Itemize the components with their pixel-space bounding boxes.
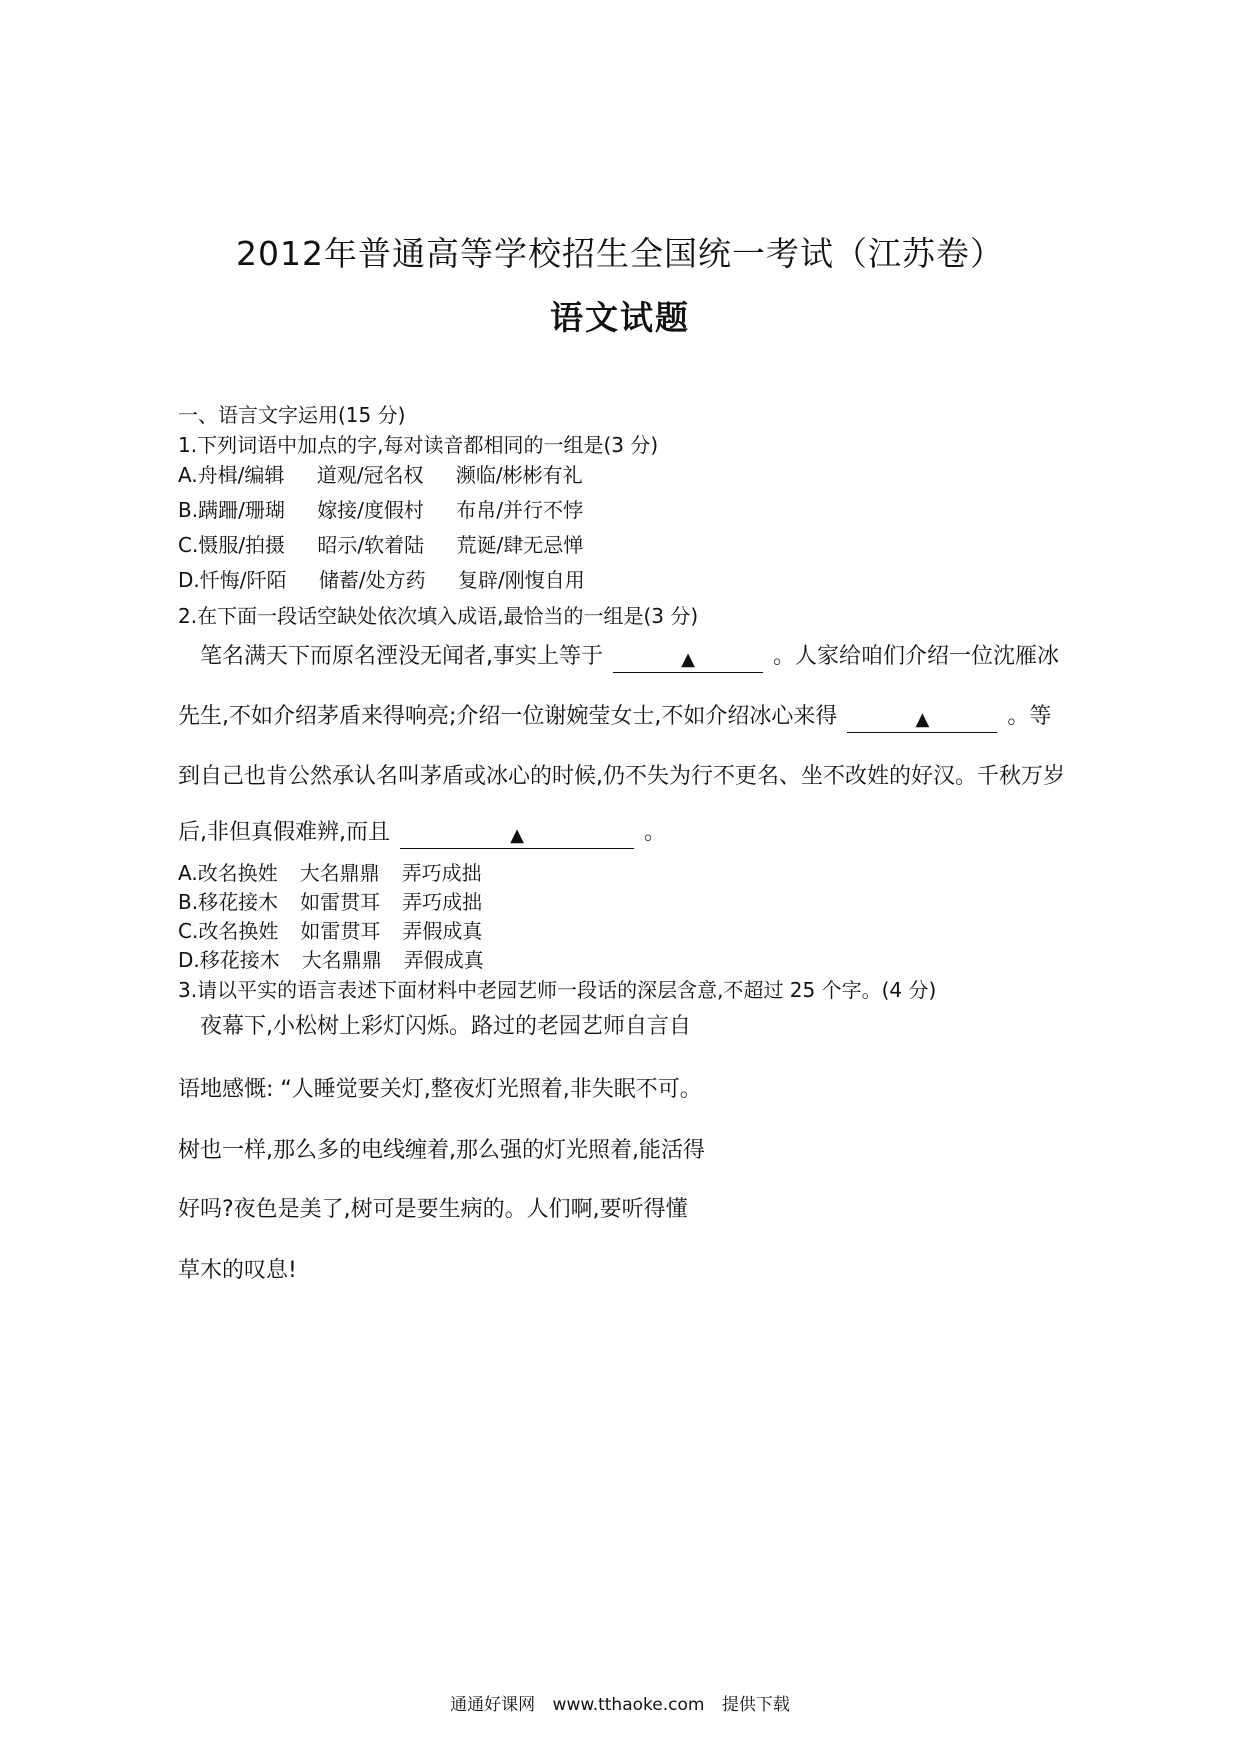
q2-choice-c [178,918,504,944]
q2-choice-a [178,860,504,886]
section-heading: 一、语言文字运用(15 分) [178,403,406,427]
question-1-stem: 1.下列词语中加点的字,每对读音都相同的一组是(3 分) [178,433,659,457]
answer-blank-3[interactable] [400,822,634,849]
q2-passage-line-2-a: 先生,不如介绍茅盾来得响亮;介绍一位谢婉莹女士,不如介绍冰心来得 [178,704,838,729]
q2-choice-d-part-2: 大名鼎鼎 [301,948,382,972]
answer-blank-2[interactable] [847,706,997,733]
q1-option-b-part-3: 布帛/并行不悖 [456,498,584,522]
footer-site-url[interactable]: www.tthaoke.com [552,1695,705,1715]
q2-choice-c-part-1: C.改名换姓 [178,919,279,943]
q3-material-line-2: 语地感慨: “人睡觉要关灯,整夜灯光照着,非失眠不可。 [178,1077,702,1102]
q1-option-a [178,462,583,488]
footer-site-name: 通通好课网 [450,1695,536,1715]
q3-material-line-3: 树也一样,那么多的电线缠着,那么强的灯光照着,能活得 [178,1138,705,1163]
q2-choice-d [178,947,506,973]
page-footer [0,1690,1240,1715]
q2-passage-line-4-b: 。 [644,820,667,845]
q2-passage-line-1 [200,642,1059,673]
q3-material-line-1: 夜幕下,小松树上彩灯闪烁。路过的老园艺师自言自 [200,1014,691,1039]
q1-option-c-part-1: C.慑服/拍摄 [178,533,286,557]
q3-material-line-5: 草木的叹息! [178,1258,297,1283]
exam-title: 2012年普通高等学校招生全国统一考试（江苏卷） [236,234,1004,273]
q2-choice-b-part-2: 如雷贯耳 [300,890,381,914]
q2-passage-line-3: 到自己也肯公然承认名叫茅盾或冰心的时候,仍不失为行不更名、坐不改姓的好汉。千秋万岁 [178,764,1065,789]
q2-choice-d-part-1: D.移花接木 [178,948,280,972]
q1-option-d-part-2: 储蓄/处方药 [318,568,426,592]
q2-choice-c-part-3: 弄假成真 [402,919,483,943]
question-3-stem: 3.请以平实的语言表述下面材料中老园艺师一段话的深层含意,不超过 25 个字。(4 分) [178,978,937,1002]
q1-option-d-part-1: D.忏悔/阡陌 [178,568,287,592]
question-2-stem: 2.在下面一段话空缺处依次填入成语,最恰当的一组是(3 分) [178,604,699,628]
q2-choice-a-part-3: 弄巧成拙 [401,861,482,885]
q1-option-c-part-2: 昭示/软着陆 [317,533,425,557]
q1-option-b-part-2: 嫁接/度假村 [317,498,424,522]
q2-choice-b-part-1: B.移花接木 [178,890,279,914]
blank-marker-triangle-icon: ▲ [915,709,930,730]
q2-choice-a-part-1: A.改名换姓 [178,861,278,885]
q1-option-b [178,497,583,523]
q1-option-a-part-3: 濒临/彬彬有礼 [455,463,583,487]
q1-option-c [178,532,583,558]
footer-note: 提供下载 [721,1695,790,1715]
q3-material-line-4: 好吗?夜色是美了,树可是要生病的。人们啊,要听得懂 [178,1197,688,1222]
q2-choice-a-part-2: 大名鼎鼎 [299,861,380,885]
blank-marker-triangle-icon: ▲ [681,649,695,670]
q2-passage-line-1-a: 笔名满天下而原名湮没无闻者,事实上等于 [200,644,603,669]
exam-subtitle: 语文试题 [550,298,690,337]
q1-option-b-part-1: B.蹒跚/珊瑚 [178,498,285,522]
q2-passage-line-4 [178,818,666,849]
blank-marker-triangle-icon: ▲ [510,825,524,846]
q2-passage-line-1-b: 。人家给咱们介绍一位沈雁冰 [773,644,1060,669]
q2-choice-b-part-3: 弄巧成拙 [402,890,483,914]
q1-option-a-part-2: 道观/冠名权 [316,463,424,487]
q1-option-c-part-3: 荒诞/肆无忌惮 [456,533,584,557]
q2-passage-line-2-b: 。等 [1007,704,1052,729]
q1-option-d [178,567,585,593]
q2-passage-line-4-a: 后,非但真假难辨,而且 [178,820,390,845]
q2-choice-b [178,889,504,915]
q2-passage-line-2 [178,702,1051,733]
answer-blank-1[interactable] [613,646,763,673]
q1-option-a-part-1: A.舟楫/编辑 [178,463,285,487]
q2-choice-d-part-3: 弄假成真 [403,948,484,972]
q1-option-d-part-3: 复辟/刚愎自用 [457,568,585,592]
q2-choice-c-part-2: 如雷贯耳 [300,919,381,943]
